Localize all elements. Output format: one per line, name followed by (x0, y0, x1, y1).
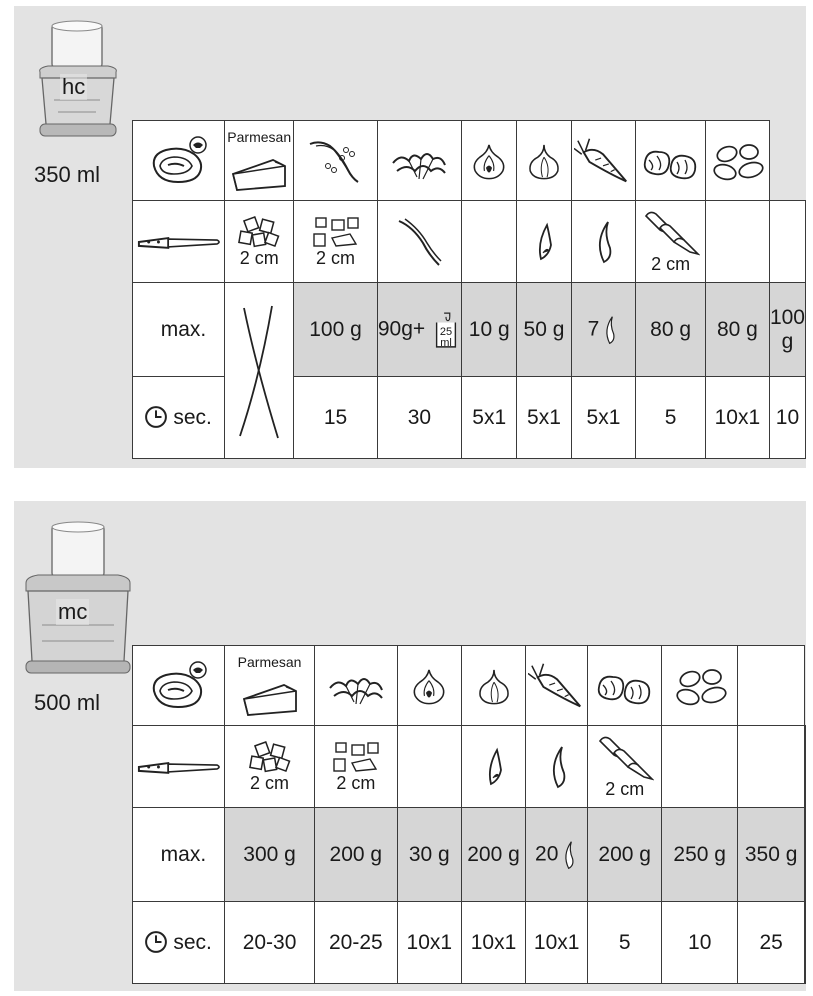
mc-carrot-cell (526, 646, 588, 726)
herbs-icon (325, 666, 387, 706)
mc-sec-label-cell (133, 902, 225, 984)
garlic-icon (521, 138, 567, 184)
carrot-icon (574, 136, 632, 186)
herbs-icon (389, 141, 449, 181)
chopper-table-mc (14, 501, 806, 991)
hc-cut-walnuts (705, 201, 769, 283)
mc-empty-cell (738, 646, 805, 726)
pepper-piece-icon (393, 215, 445, 269)
mc-sec-value: 10x1 (397, 902, 461, 984)
mc-parmesan-cell (225, 646, 315, 726)
mc-max-value: 200 g (461, 808, 525, 902)
cut-size-label: 2 cm (250, 773, 290, 793)
garlic-clove-icon (558, 837, 578, 873)
hc-carrot-cell (571, 121, 636, 201)
cut-size-label: 2 cm (336, 773, 376, 793)
garlic-icon (471, 663, 517, 709)
parmesan-label: Parmesan (237, 654, 302, 670)
hc-max-parmesan (377, 283, 461, 377)
mc-sec-value: 5 (588, 902, 662, 984)
hc-max-value: 50 g (517, 283, 571, 377)
parmesan-cheese-icon (229, 146, 289, 192)
water-unit: ml (440, 336, 452, 349)
hc-max-value: 7 (587, 317, 600, 341)
mc-sec-value: 20-25 (314, 902, 397, 984)
mc-sec-value: 25 (738, 902, 805, 984)
mc-cut-carrot (588, 726, 662, 808)
hc-sec-value: 5x1 (571, 377, 636, 459)
garlic-clove-icon (599, 312, 619, 348)
cross-mark-icon (226, 296, 292, 446)
chili-pepper-icon (306, 136, 366, 186)
mc-meat-cell (133, 646, 225, 726)
hc-almonds-cell (705, 121, 769, 201)
cheese-pieces-icon (330, 739, 382, 775)
hc-max-value: 90g+ (377, 317, 426, 341)
onion-wedge-icon (479, 744, 509, 790)
cut-size-label: 2 cm (605, 779, 645, 799)
cut-size-label: 2 cm (316, 248, 356, 268)
almonds-icon (709, 140, 765, 182)
parmesan-label: Parmesan (227, 129, 292, 145)
hc-sec-value: 5x1 (462, 377, 517, 459)
carrot-pieces-icon (642, 208, 700, 256)
mc-max-label: max. (133, 808, 225, 902)
mc-empty-cell (805, 726, 806, 808)
water-amount: 25 (439, 325, 453, 338)
mc-herbs-cell (314, 646, 397, 726)
hc-garlic-cell (517, 121, 571, 201)
mc-sec-value: 10x1 (461, 902, 525, 984)
onion-icon (406, 663, 452, 709)
garlic-clove-icon (588, 218, 618, 266)
hc-not-applicable-cell (225, 283, 294, 459)
hc-onion-cell (462, 121, 517, 201)
hc-volume-label: 350 ml (34, 162, 101, 187)
chopper-table-hc (14, 6, 806, 468)
cheese-pieces-icon (310, 214, 362, 250)
clock-icon (145, 931, 167, 953)
mc-cut-almonds (738, 726, 805, 808)
hc-cut-chili (377, 201, 461, 283)
meat-icon (148, 661, 210, 711)
mc-cut-walnuts (662, 726, 738, 808)
hc-sec-value: 5x1 (517, 377, 571, 459)
walnuts-icon (641, 140, 701, 182)
hc-sec-label-cell (133, 377, 225, 459)
hc-herbs-cell (377, 121, 461, 201)
mc-max-value: 200 g (588, 808, 662, 902)
onion-wedge-icon (529, 219, 559, 265)
clock-icon (145, 406, 167, 428)
mc-max-value: 20 (535, 842, 559, 866)
onion-icon (466, 138, 512, 184)
mc-sec-value: 10 (662, 902, 738, 984)
mc-table (132, 645, 806, 984)
cut-size-label: 2 cm (651, 254, 691, 274)
mc-knife-cell (133, 726, 225, 808)
hc-sec-value: 5 (636, 377, 705, 459)
mc-cut-herbs (397, 726, 461, 808)
hc-sec-value: 10 (769, 377, 805, 459)
hc-appliance-label: hc (62, 74, 86, 99)
hc-cut-carrot (636, 201, 705, 283)
hc-sec-value: 15 (294, 377, 378, 459)
hc-walnuts-cell (636, 121, 705, 201)
cubes-icon (247, 739, 293, 775)
mc-sec-value: 20-30 (225, 902, 315, 984)
mc-max-value: 250 g (662, 808, 738, 902)
hc-meat-cell (133, 121, 225, 201)
mc-max-garlic (526, 808, 588, 902)
carrot-icon (528, 661, 586, 711)
hc-cut-garlic (571, 201, 636, 283)
mc-sec-label: sec. (173, 930, 212, 954)
hc-knife-cell (133, 201, 225, 283)
hc-max-value: 80 g (636, 283, 705, 377)
mc-almonds-cell (662, 646, 738, 726)
hc-cut-parmesan (294, 201, 378, 283)
hc-cut-almonds (769, 201, 805, 283)
hc-parmesan-cell (225, 121, 294, 201)
carrot-pieces-icon (596, 733, 654, 781)
hc-table (132, 120, 806, 459)
knife-icon (135, 224, 223, 260)
cubes-icon (236, 214, 282, 250)
cut-size-label: 2 cm (239, 248, 279, 268)
walnuts-icon (594, 665, 656, 707)
mc-max-value: 200 g (314, 808, 397, 902)
hc-cut-meat (225, 201, 294, 283)
mc-walnuts-cell (588, 646, 662, 726)
mc-sec-value: 10x1 (526, 902, 588, 984)
garlic-clove-icon (542, 743, 572, 791)
parmesan-cheese-icon (239, 671, 301, 717)
mc-appliance-label: mc (58, 599, 88, 624)
hc-max-value: 80 g (705, 283, 769, 377)
mc-cut-garlic (526, 726, 588, 808)
knife-icon (135, 749, 223, 785)
hc-max-value: 100 g (769, 283, 805, 377)
hc-max-value: 10 g (462, 283, 517, 377)
mc-onion-cell (397, 646, 461, 726)
hc-sec-label: sec. (173, 405, 212, 429)
mc-empty-cell (805, 808, 806, 902)
almonds-icon (671, 665, 729, 707)
hc-sec-value: 10x1 (705, 377, 769, 459)
hc-max-value: 100 g (294, 283, 378, 377)
mc-empty-cell (805, 902, 806, 984)
hc-cut-onion (517, 201, 571, 283)
mc-volume-label: 500 ml (34, 690, 101, 715)
mc-cut-parmesan (314, 726, 397, 808)
hc-max-label: max. (133, 283, 225, 377)
hc-cut-herbs (462, 201, 517, 283)
mc-max-value: 30 g (397, 808, 461, 902)
hc-max-garlic (571, 283, 636, 377)
mc-garlic-cell (461, 646, 525, 726)
hc-sec-value: 30 (377, 377, 461, 459)
mc-cut-meat (225, 726, 315, 808)
meat-icon (148, 136, 210, 186)
hc-chili-cell (294, 121, 378, 201)
mc-max-value: 350 g (738, 808, 805, 902)
water-beaker-icon (431, 308, 461, 352)
mc-max-value: 300 g (225, 808, 315, 902)
mc-cut-onion (461, 726, 525, 808)
